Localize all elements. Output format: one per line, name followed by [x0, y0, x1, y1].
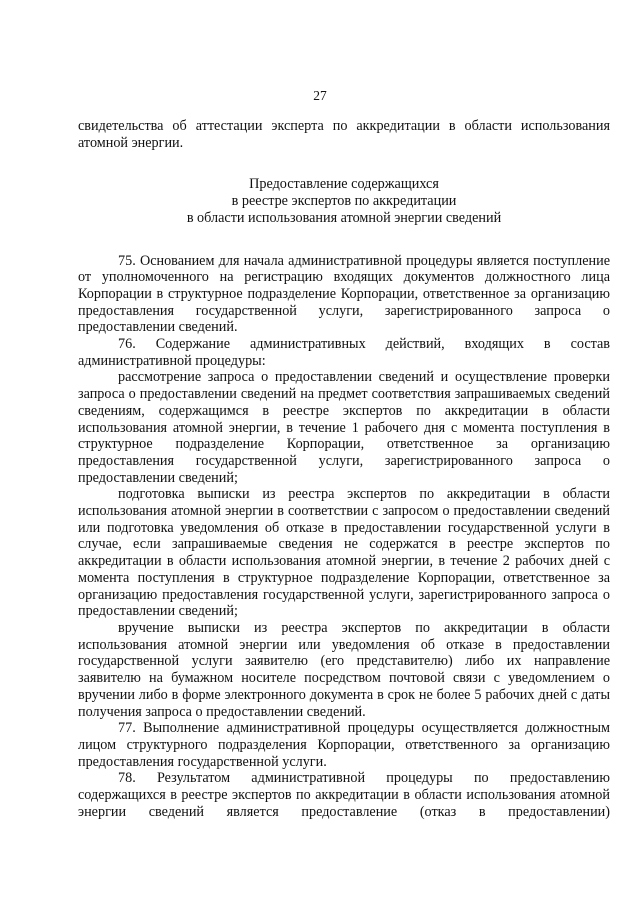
paragraph-76-item-preparation: подготовка выписки из реестра экспертов по аккредитации в области использования атомной энергии в соответствии с запросом о предоставлении сведений или подготовка уведомления об отказе в предоставлении государственной услуги в случае, если запрашиваемые сведения не содержатся в реестре экспертов по аккредитации в области использования атомной энергии, в течение 2 рабочих дней с момента поступления в структурное подразделение Корпорации, ответственное за организацию предоставления государственной услуги, зарегистрированного запроса о предоставлении сведений; [78, 486, 610, 620]
paragraph-78: 78. Результатом административной процедуры по предоставлению содержащихся в реестре экспертов по аккредитации в области использования атомной энергии сведений является предоставление (отказ в предоставлении) [78, 770, 610, 820]
section-heading [78, 176, 610, 226]
section-heading-line-1: Предоставление содержащихся [249, 176, 439, 193]
paragraph-76-item-delivery: вручение выписки из реестра экспертов по аккредитации в области использования атомной энергии или уведомления об отказе в предоставлении государственной услуги заявителю (его представителю) либо их направление заявителю на бумажном носителе посредством почтовой связи с уведомлением о вручении либо в форме электронного документа в срок не более 5 рабочих дней с даты получения запроса о предоставлении сведений. [78, 619, 610, 720]
paragraph-76: 76. Содержание административных действий, входящих в состав административной процедуры: [78, 336, 610, 369]
continuation-paragraph: свидетельства об аттестации эксперта по аккредитации в области использования атомной энергии. [78, 118, 610, 151]
page-number: 27 [313, 88, 327, 103]
section-heading-line-3: в области использования атомной энергии сведений [186, 209, 502, 226]
page-content [78, 118, 610, 820]
paragraph-77: 77. Выполнение административной процедуры осуществляется должностным лицом структурного подразделения Корпорации, ответственного за организацию предоставления государственной услуги. [78, 720, 610, 770]
paragraph-76-item-review: рассмотрение запроса о предоставлении сведений и осуществление проверки запроса о предоставлении сведений на предмет соответствия запрашиваемых сведений сведениям, содержащимся в реестре экспертов по аккредитации в области использования атомной энергии, в течение 1 рабочего дня с момента поступления в структурное подразделение Корпорации, ответственное за организацию предоставления государственной услуги, зарегистрированного запроса о предоставлении сведений; [78, 369, 610, 486]
section-heading-line-2: в реестре экспертов по аккредитации [231, 193, 457, 210]
paragraph-75: 75. Основанием для начала административной процедуры является поступление от уполномоченного на регистрацию входящих документов должностного лица Корпорации в структурное подразделение Корпорации, ответственное за организацию предоставления государственной услуги, зарегистрированного запроса о предоставлении сведений. [78, 252, 610, 336]
